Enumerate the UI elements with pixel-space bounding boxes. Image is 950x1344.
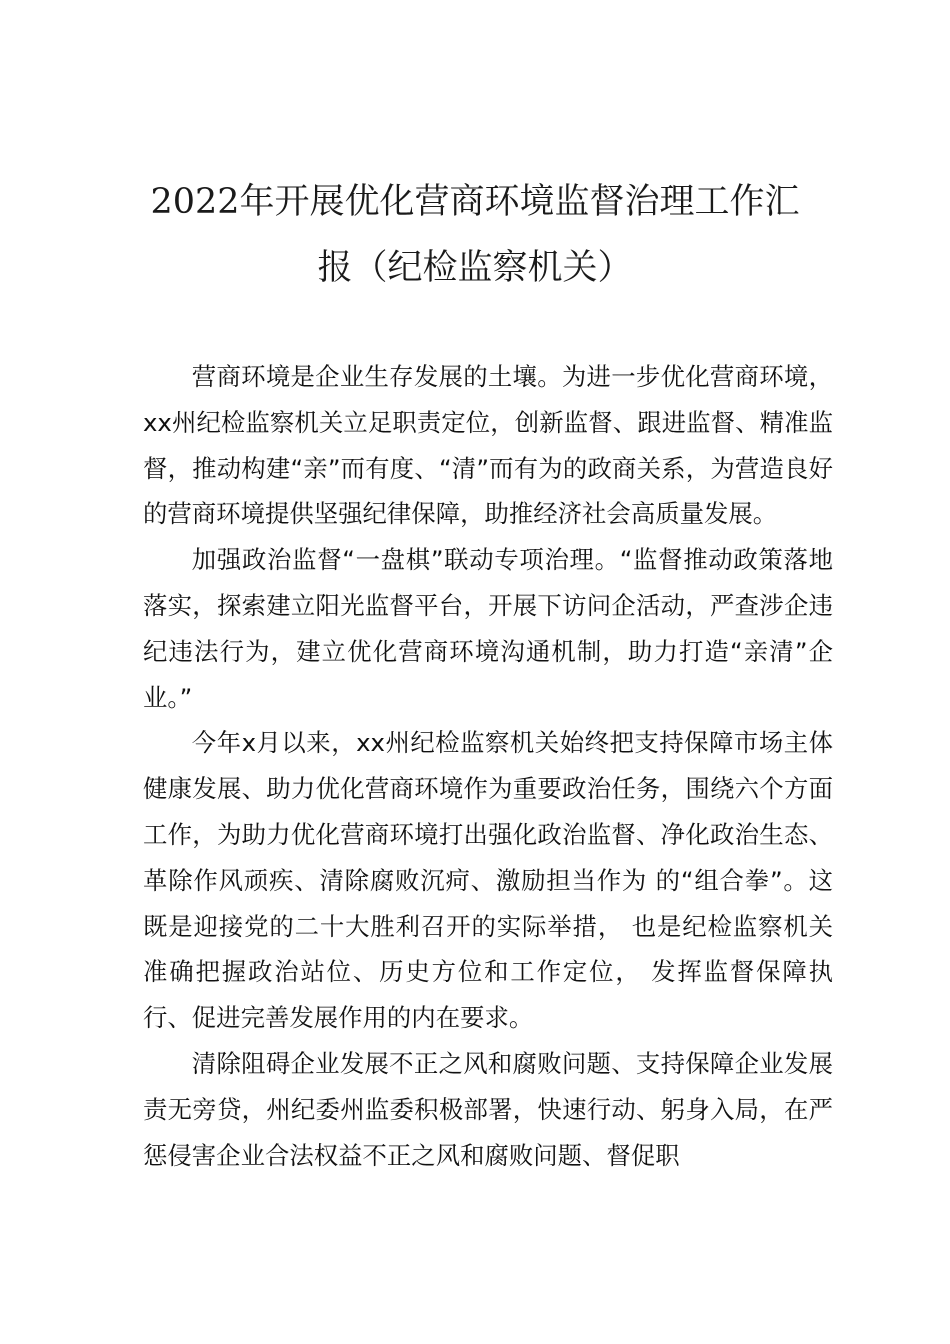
document-title-line-1: 2022年开展优化营商环境监督治理工作汇: [150, 182, 800, 222]
document-title-line-2: 报（纪检监察机关）: [317, 248, 633, 288]
paragraph-clear-obstacles: 清除阻碍企业发展不正之风和腐败问题、支持保障企业发展责无旁贷，州纪委州监委积极部署，快速行动、躬身入局，在严惩侵害企业合法权益不正之风和腐败问题、督促职: [143, 1048, 833, 1170]
document-body: [143, 354, 833, 1178]
paragraph-this-year: 今年x月以来，xx州纪检监察机关始终把支持保障市场主体健康发展、助力优化营商环境作为重要政治任务，围绕六个方面工作，为助力优化营商环境打出强化政治监督、净化政治生态、革除作风顽疾、清除腐败沉疴、激励担当作为 的“组合拳”。这既是迎接党的二十大胜利召开的实际举措， 也是纪检监察机关准确把握政治站位、历史方位和工作定位， 发挥监督保障执行、促进完善发展作用的内在要求。: [143, 728, 833, 1033]
paragraph-political-supervision: 加强政治监督“一盘棋”联动专项治理。“监督推动政策落地落实，探索建立阳光监督平台，开展下访问企活动，严查涉企违纪违法行为，建立优化营商环境沟通机制，助力打造“亲清”企业。”: [143, 545, 833, 712]
paragraph-intro: 营商环境是企业生存发展的土壤。为进一步优化营商环境，xx州纪检监察机关立足职责定位，创新监督、跟进监督、精准监督，推动构建“亲”而有度、“清”而有为的政商关系，为营造良好的营商环境提供坚强纪律保障，助推经济社会高质量发展。: [143, 362, 833, 529]
